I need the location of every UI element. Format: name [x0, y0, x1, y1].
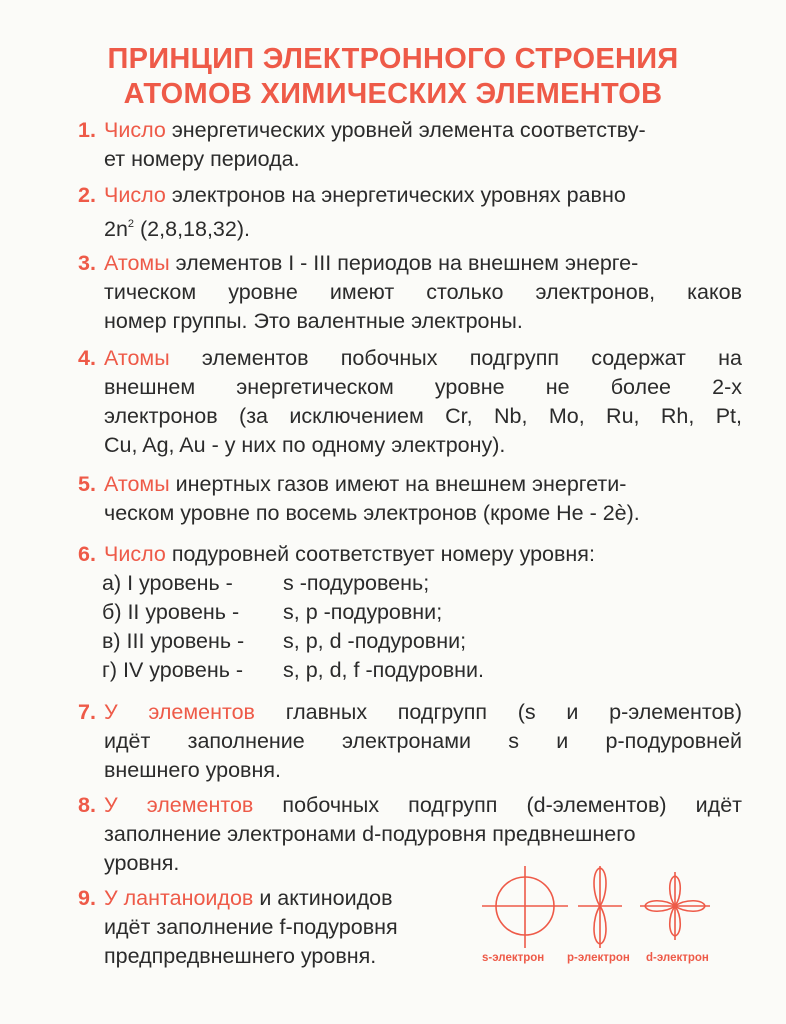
item-line: внешнего уровня. — [104, 758, 281, 782]
page-title — [0, 42, 786, 112]
item-line: Число электронов на энергетических уровнях равно — [104, 183, 626, 207]
item-number: 1. — [78, 118, 96, 142]
item-number: 3. — [78, 251, 96, 275]
sublevel-row — [102, 598, 742, 627]
principle-item-1 — [78, 116, 742, 174]
sublevel-list — [102, 569, 742, 685]
item-line: идёт заполнение электронами s и p-подуровней — [104, 729, 742, 753]
principle-item-4 — [78, 344, 742, 460]
item-line: ет номеру периода. — [104, 147, 300, 171]
sublevel-row — [102, 656, 742, 685]
d-orbital-icon — [640, 872, 710, 940]
item-line: идёт заполнение f-подуровня — [104, 915, 398, 939]
item-line: уровня. — [104, 851, 180, 875]
orbital-diagrams — [470, 866, 730, 976]
principle-item-9 — [78, 884, 456, 971]
title-line-2: АТОМОВ ХИМИЧЕСКИХ ЭЛЕМЕНТОВ — [123, 78, 663, 110]
item-line: внешнем энергетическом уровне не более 2-х — [104, 375, 742, 399]
sublevel-row — [102, 569, 742, 598]
principle-item-6 — [78, 540, 742, 685]
item-keyword: Атомы — [104, 346, 170, 370]
s-electron-label: s-электрон — [482, 952, 545, 964]
item-keyword: Атомы — [104, 251, 170, 275]
d-electron-label: d-электрон — [646, 952, 709, 964]
item-number: 4. — [78, 346, 96, 370]
item-keyword: Число — [104, 118, 166, 142]
item-line: заполнение электронами d-подуровня предвнешнего — [104, 822, 636, 846]
item-keyword: У элементов — [104, 793, 254, 817]
sublevel-level: а) I уровень - — [102, 571, 233, 595]
item-line: Число подуровней соответствует номеру уровня: — [104, 542, 595, 566]
item-line: $2n^2$ (2,8,18,32). — [104, 217, 250, 241]
sublevel-row — [102, 627, 742, 656]
item-line: предпредвнешнего уровня. — [104, 944, 377, 968]
item-line: Атомы элементов I - III периодов на внешнем энерге- — [104, 251, 639, 275]
item-keyword: Число — [104, 183, 166, 207]
p-orbital-icon — [578, 866, 622, 948]
item-line: тическом уровне имеют столько электронов, каков — [104, 280, 742, 304]
item-keyword: У элементов — [104, 700, 255, 724]
item-number: 7. — [78, 700, 96, 724]
item-line: ческом уровне по восемь электронов (кроме He - 2ѐ). — [104, 501, 640, 525]
title-line-1: ПРИНЦИП ЭЛЕКТРОННОГО СТРОЕНИЯ — [107, 43, 679, 75]
p-electron-label: p-электрон — [567, 952, 630, 964]
principle-item-7 — [78, 698, 742, 785]
exponent: 2 — [127, 218, 135, 230]
item-line: номер группы. Это валентные электроны. — [104, 309, 523, 333]
sublevel-level: г) IV уровень - — [102, 658, 244, 682]
sublevel-value: s -подуровень; — [283, 571, 430, 595]
item-number: 2. — [78, 183, 96, 207]
item-line: У лантаноидов и актиноидов — [104, 886, 393, 910]
item-line: Cu, Ag, Au - у них по одному электрону). — [104, 433, 506, 457]
sublevel-value: s, p, d -подуровни; — [283, 629, 467, 653]
item-line: электронов (за исключением Cr, Nb, Mo, Ru, Rh, Pt, — [104, 404, 742, 428]
item-line: У элементов главных подгрупп (s и p-элементов) — [104, 700, 743, 724]
sublevel-value: s, p, d, f -подуровни. — [283, 658, 484, 682]
item-number: 5. — [78, 472, 96, 496]
item-line: У элементов побочных подгрупп (d-элементов) идёт — [104, 793, 742, 817]
orbital-shapes — [470, 866, 730, 950]
principle-item-3 — [78, 249, 742, 336]
item-line: Атомы инертных газов имеют на внешнем энергети- — [104, 472, 627, 496]
item-keyword: Число — [104, 542, 166, 566]
item-number: 8. — [78, 793, 96, 817]
sublevel-level: б) II уровень - — [102, 600, 240, 624]
item-line: Число энергетических уровней элемента соответству- — [104, 118, 646, 142]
s-orbital-icon — [482, 866, 568, 948]
sublevel-value: s, p -подуровни; — [283, 600, 443, 624]
sublevel-level: в) III уровень - — [102, 629, 245, 653]
principle-item-2 — [78, 181, 742, 244]
item-number: 6. — [78, 542, 96, 566]
principle-item-8 — [78, 791, 742, 878]
item-keyword: Атомы — [104, 472, 170, 496]
item-number: 9. — [78, 886, 96, 910]
item-line: Атомы элементов побочных подгрупп содержат на — [104, 346, 742, 370]
item-keyword: У лантаноидов — [104, 886, 254, 910]
principle-item-5 — [78, 470, 742, 528]
